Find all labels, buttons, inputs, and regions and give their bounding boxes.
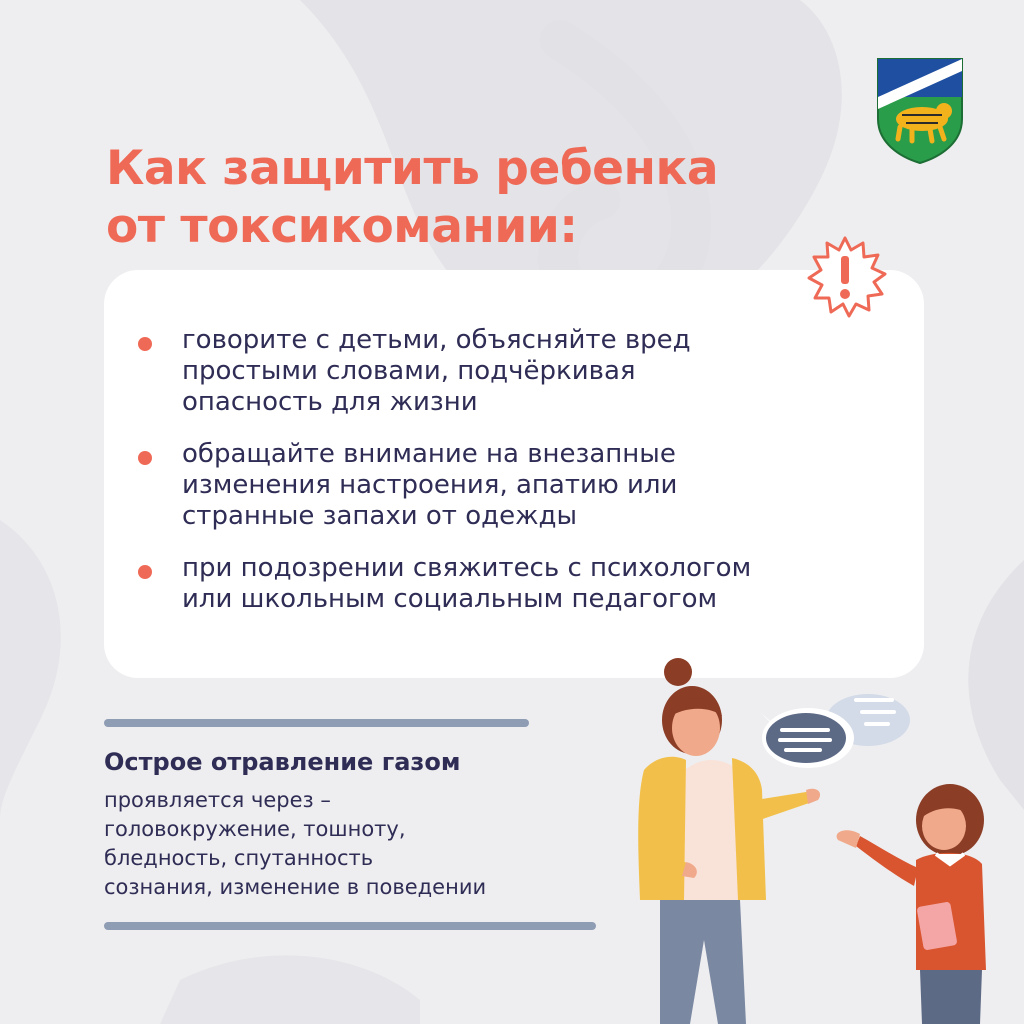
gas-poisoning-text: проявляется через – головокружение, тошноту, бледность, спутанность сознания, изменение в поведении bbox=[104, 788, 487, 899]
divider-top bbox=[104, 719, 529, 727]
mother-child-conversation-illustration bbox=[620, 650, 1024, 1024]
page-title bbox=[106, 140, 718, 256]
bullet-dot-icon bbox=[138, 337, 152, 351]
child-figure bbox=[837, 784, 986, 1024]
divider-bottom bbox=[104, 922, 596, 930]
tip-text: обращайте внимание на внезапные изменения настроения, апатию или странные запахи от одежды bbox=[182, 439, 678, 531]
list-item bbox=[138, 325, 898, 418]
bullet-dot-icon bbox=[138, 451, 152, 465]
list-item bbox=[138, 439, 898, 532]
page-title-line-1: Как защитить ребенка bbox=[106, 141, 719, 196]
speech-bubble-icon bbox=[760, 694, 910, 768]
tips-list bbox=[138, 325, 898, 636]
gas-poisoning-title: Острое отравление газом bbox=[104, 748, 461, 776]
bullet-dot-icon bbox=[138, 565, 152, 579]
list-item bbox=[138, 553, 898, 615]
page-title-line-2: от токсикомании: bbox=[106, 199, 578, 254]
exclamation-badge-icon bbox=[803, 234, 887, 318]
coat-of-arms-emblem bbox=[876, 57, 964, 165]
tip-text: говорите с детьми, объясняйте вред простыми словами, подчёркивая опасность для жизни bbox=[182, 325, 691, 417]
tip-text: при подозрении свяжитесь с психологом или школьным социальным педагогом bbox=[182, 553, 752, 614]
